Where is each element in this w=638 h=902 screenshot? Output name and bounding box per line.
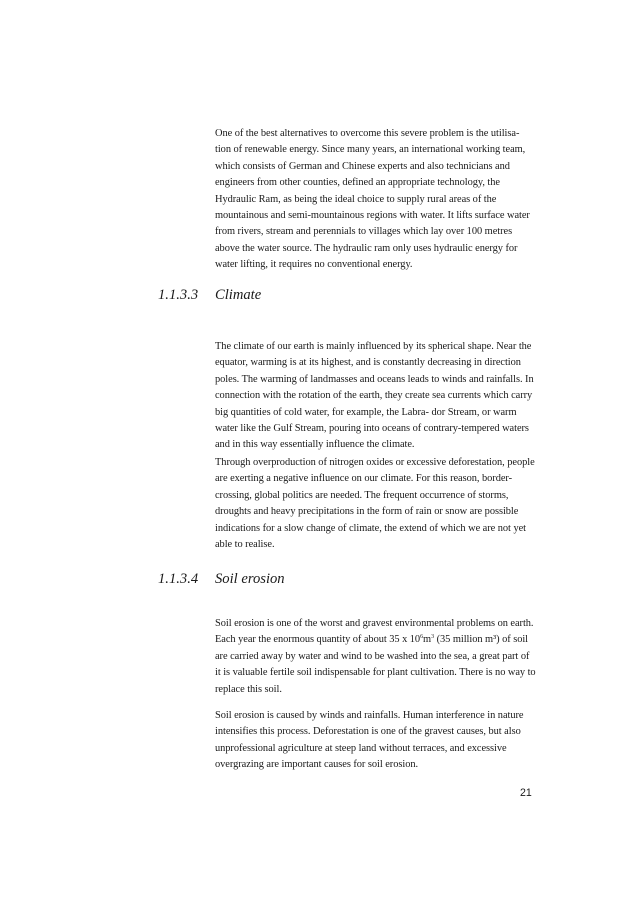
paragraph-soil-erosion-1 (215, 616, 537, 698)
paragraph-renewable-energy: One of the best alternatives to overcome this severe problem is the utilisa- tion of renewable energy. Since many years, an international working team, which consists of German and Chinese experts and also technicians and engineers from other counties, defined an appropriate technology, the Hydraulic Ram, as being the ideal choice to supply rural areas of the mountainous and semi-mountainous regions with water. It lifts surface water from rivers, stream and perennials to villages which lay over 100 metres above the water source. The hydraulic ram only uses hydraulic energy for water lifting, it requires no conventional energy. (215, 128, 530, 271)
paragraph-climate-1: The climate of our earth is mainly influenced by its spherical shape. Near the equator, warming is at its highest, and is constantly decreasing in direction poles. The warming of landmasses and oceans leads to winds and rainfalls. In connection with the rotation of the earth, they create sea currents which carry big quantities of cold water, for example, the Labra- dor Stream, or warm water like the Gulf Stream, pouring into oceans of contrary-tempered waters and in this way essentially influence the climate. (215, 341, 534, 451)
text-run: m (423, 634, 432, 646)
paragraph-soil-erosion-2: Soil erosion is caused by winds and rainfalls. Human interference in nature intensifies this process. Deforestation is one of the gravest causes, but also unprofessional agriculture at steep land without terraces, and excessive overgrazing are important causes for soil erosion. (215, 710, 524, 771)
text-run: (35 million m³) of soil are carried away by water and wind to be washed into the sea, a great part of it is valuable fertile soil indispensable for plant cultivation. There is no way to replace this soil. (215, 634, 536, 695)
section-title: Soil erosion (215, 571, 285, 587)
superscript: 3 (431, 634, 435, 641)
text-run: Soil erosion is one of the worst and gravest environmental problems on earth. Each year the enormous quantity of about 35 x 10 (215, 618, 534, 646)
section-heading-soil-erosion (158, 571, 285, 588)
superscript: 6 (420, 634, 424, 641)
section-title: Climate (215, 287, 262, 303)
paragraph-climate-2: Through overproduction of nitrogen oxides or excessive deforestation, people are exerting a negative influence on our climate. For this reason, border-crossing, global politics are needed. The frequent occurrence of storms, droughts and heavy precipitations in the form of rain or snow are possible indications for a slow change of climate, the extend of which we are not yet able to realise. (215, 457, 535, 551)
page-number: 21 (520, 787, 532, 799)
section-heading-climate (158, 287, 261, 304)
section-number: 1.1.3.4 (158, 571, 199, 587)
section-number: 1.1.3.3 (158, 287, 199, 303)
